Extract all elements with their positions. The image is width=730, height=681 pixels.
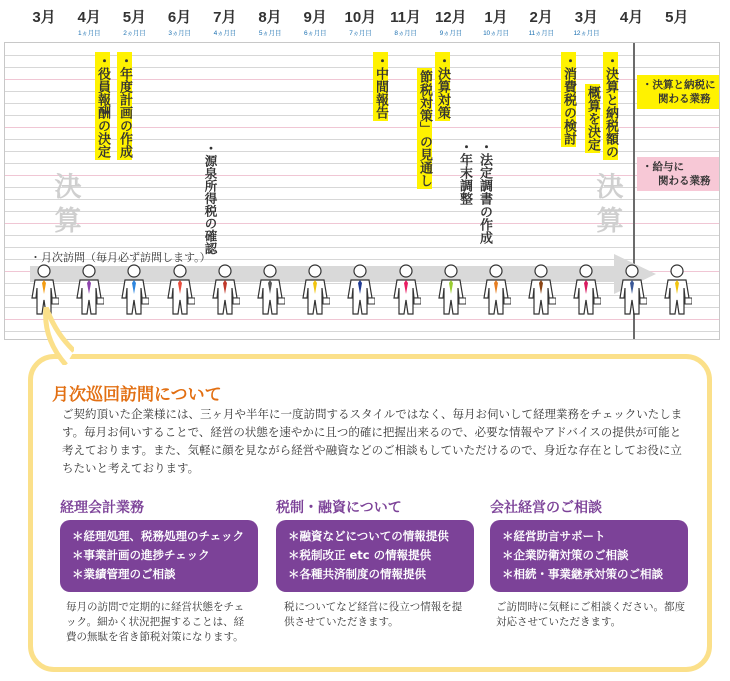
visitor-icon	[391, 264, 421, 316]
card-tax-finance	[276, 520, 474, 592]
visitor-icon	[571, 264, 601, 316]
month-label	[67, 6, 111, 37]
card-item: ＊企業防衛対策のご相談	[502, 548, 629, 562]
card-item: ＊各種共済制度の情報提供	[288, 567, 426, 581]
month-label	[293, 6, 337, 37]
visitor-icon	[300, 264, 330, 316]
month-name: 2月	[529, 9, 553, 26]
event-nendo: ・年度計画の作成	[117, 54, 132, 158]
card-item: ＊相続・事業継承対策のご相談	[502, 567, 663, 581]
month-name: 9月	[303, 9, 327, 26]
visitor-icon	[345, 264, 375, 316]
month-index: 9ヵ月目	[439, 30, 462, 37]
month-label	[112, 6, 156, 37]
col-title-management: 会社経営のご相談	[490, 500, 602, 516]
month-label	[384, 6, 428, 37]
month-label	[564, 6, 608, 37]
visitor-icon	[662, 264, 692, 316]
card-accounting	[60, 520, 258, 592]
card-item: ＊経理処理、税務処理のチェック	[72, 529, 245, 543]
event-yakuin: ・役員報酬の決定	[95, 54, 110, 158]
info-title: 月次巡回訪問について	[52, 385, 222, 405]
month-name: 5月	[122, 9, 147, 26]
month-name: 4月	[619, 9, 644, 26]
event-gaisan-2: 概算を決定	[585, 86, 600, 151]
visitor-icon	[481, 264, 511, 316]
visitor-icon	[255, 264, 285, 316]
month-name: 6月	[167, 9, 192, 26]
legend-tax-line2: 関わる業務	[658, 93, 711, 105]
legend-tax-line1: ・決算と納税に	[642, 79, 716, 91]
info-body: ご契約頂いた企業様には、三ヶ月や半年に一度訪問するスタイルではなく、毎月お伺いして経理業務をチェックいたします。毎月お伺いすることで、経営の状態を速やかに且つ的確に把握出来るので、必要な情報やアドバイスの提供が可能と考えております。また、気軽に顔を見ながら経営や融資などのご相談もしていただけるので、身近な存在としてお役に立ちたいと考えております。	[62, 407, 683, 475]
visitor-icon	[526, 264, 556, 316]
col-title-accounting: 経理会計業務	[60, 500, 144, 516]
month-name: 3月	[574, 9, 599, 26]
visitor-icon	[74, 264, 104, 316]
event-houtei: ・法定調書の作成	[477, 140, 492, 244]
event-chukan: ・中間報告	[373, 54, 388, 119]
visitor-icon	[119, 264, 149, 316]
month-index: 3ヵ月目	[168, 30, 191, 37]
legend-pay-line2: 関わる業務	[658, 175, 711, 187]
month-label	[158, 6, 202, 37]
visitor-icon	[210, 264, 240, 316]
legend-pay-line1: ・給与に	[642, 161, 684, 173]
month-name: 8月	[258, 9, 282, 26]
legend-payroll-work	[637, 157, 720, 191]
grid-line	[5, 247, 719, 248]
event-nenmatsu: ・年末調整	[457, 140, 472, 205]
card-item: ＊経営助言サポート	[502, 529, 606, 543]
card-item: ＊業績管理のご相談	[72, 567, 176, 581]
grid-line	[5, 319, 719, 320]
month-label	[474, 6, 518, 37]
month-index: 11ヵ月目	[528, 30, 554, 37]
month-name: 4月	[77, 9, 101, 26]
month-label	[338, 6, 382, 37]
month-name: 5月	[665, 9, 689, 26]
month-label	[248, 6, 292, 37]
month-name: 7月	[213, 9, 237, 26]
month-index: 10ヵ月目	[483, 30, 509, 37]
card-item: ＊税制改正 etc の情報提供	[288, 548, 432, 562]
note-accounting: 毎月の訪問で定期的に経営状態をチェック。細かく状況把握することは、経費の無駄を省き節税対策になります。	[66, 601, 245, 643]
month-label	[655, 6, 699, 27]
kessan-label-left: 決算	[54, 172, 82, 237]
event-kessan-taisaku: ・決算対策	[435, 54, 450, 119]
month-label	[519, 6, 563, 37]
month-label	[203, 6, 247, 37]
month-index: 5ヵ月目	[258, 30, 282, 37]
visitor-icon	[617, 264, 647, 316]
month-index: 2ヵ月目	[123, 30, 146, 37]
event-setsuzei: 節税対策」の見通し	[417, 70, 432, 187]
month-index: 8ヵ月目	[394, 30, 417, 37]
card-item: ＊融資などについての情報提供	[288, 529, 449, 543]
legend-tax-work	[637, 75, 720, 109]
kessan-label-right: 決算	[596, 172, 624, 237]
card-item: ＊事業計画の進捗チェック	[72, 548, 210, 562]
month-name: 10月	[344, 9, 377, 26]
grid-line	[5, 163, 719, 164]
month-index: 4ヵ月目	[213, 30, 236, 37]
month-label	[429, 6, 473, 37]
info-box-tail	[40, 307, 74, 365]
month-index: 1ヵ月目	[78, 30, 101, 37]
grid-line	[5, 331, 719, 332]
visitor-icon	[165, 264, 195, 316]
month-index: 7ヵ月目	[349, 30, 372, 37]
month-name: 1月	[484, 9, 508, 26]
card-management	[490, 520, 688, 592]
note-tax-finance: 税についてなど経営に役立つ情報を提供させていただきます。	[284, 601, 463, 628]
month-index: 12ヵ月目	[573, 30, 600, 37]
visitor-icon	[436, 264, 466, 316]
event-gaisan: ・決算と納税額の	[603, 54, 618, 158]
month-name: 3月	[32, 9, 56, 26]
month-index: 6ヵ月目	[304, 30, 327, 37]
col-title-tax-finance: 税制・融資について	[276, 500, 402, 516]
month-name: 12月	[434, 9, 467, 26]
note-management: ご訪問時に気軽にご相談ください。都度対応させていただきます。	[496, 601, 685, 628]
event-shohizei: ・消費税の検討	[561, 54, 576, 145]
monthly-visit-label: ・月次訪問（毎月必ず訪問します。）	[30, 251, 211, 264]
month-label	[610, 6, 654, 27]
event-gensen: ・源泉所得税の確認	[203, 142, 218, 255]
month-name: 11月	[390, 9, 422, 26]
month-label	[22, 6, 66, 27]
